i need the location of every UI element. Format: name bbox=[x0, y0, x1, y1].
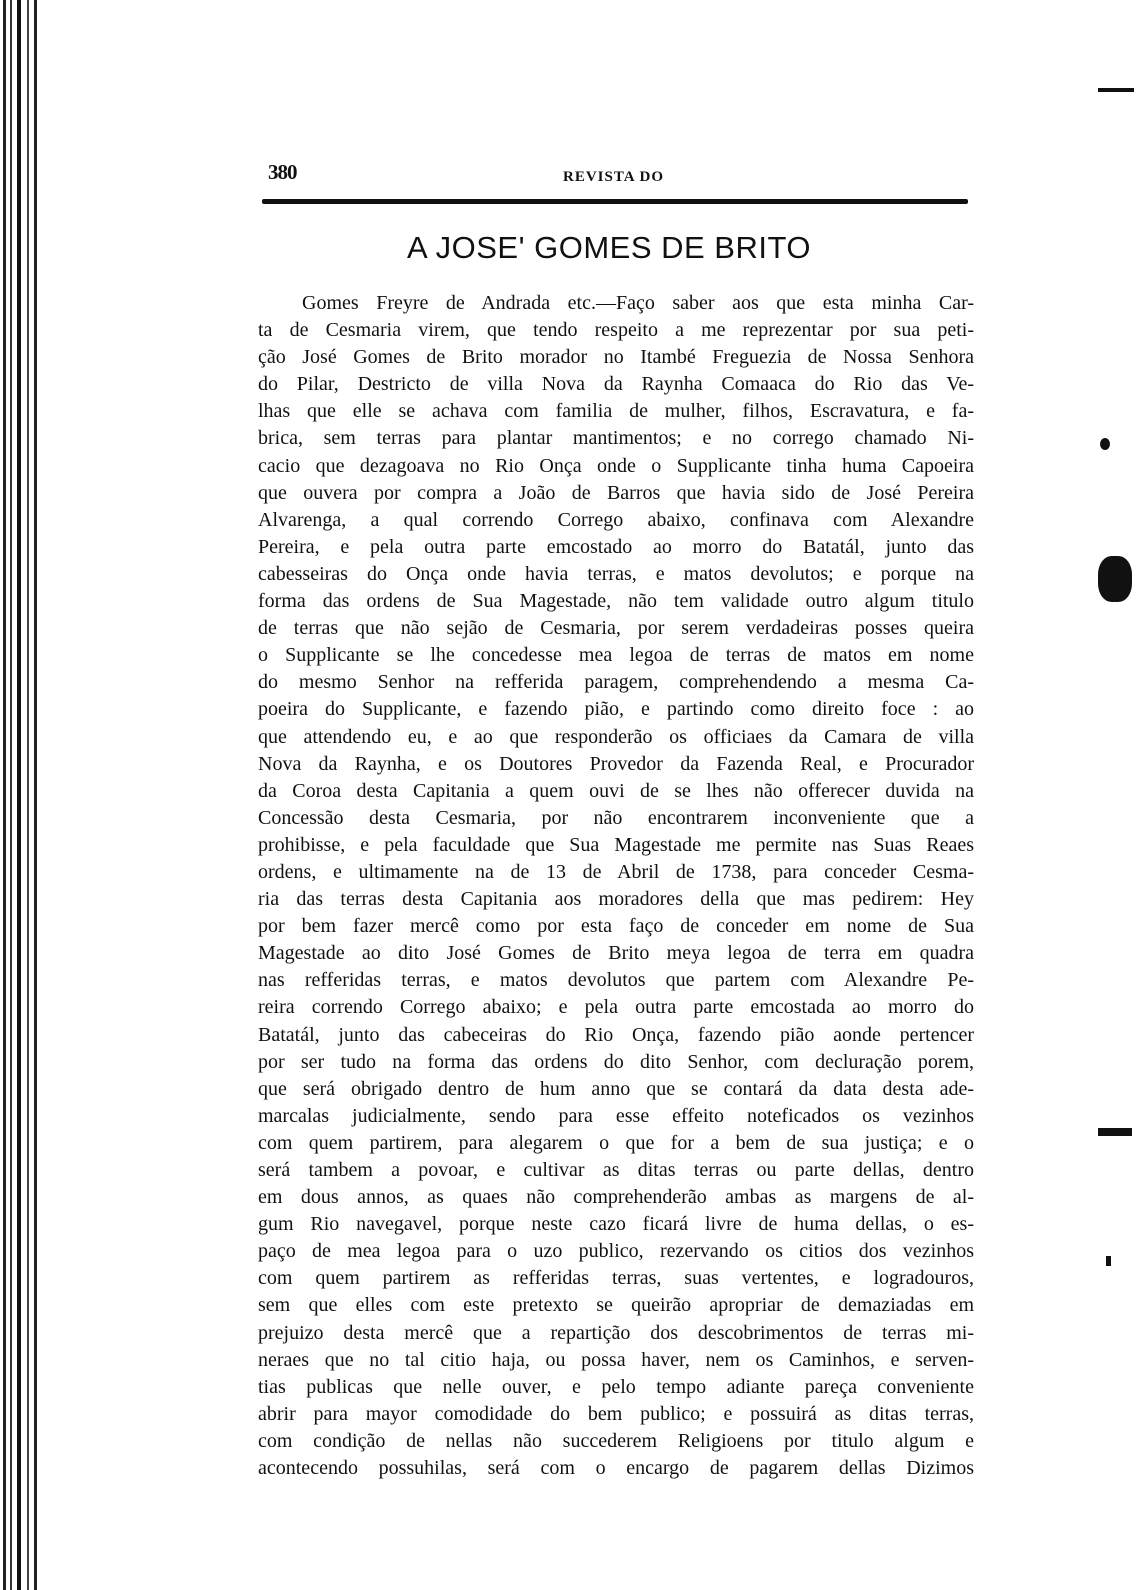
text-line: em dous annos, as quaes não comprehenderão ambas as margens de al- bbox=[258, 1186, 974, 1209]
text-line: abrir para mayor comodidade do bem publico; e possuirá as ditas terras, bbox=[258, 1402, 974, 1425]
text-line: sem que elles com este pretexto se queirão apropriar de demaziadas em bbox=[258, 1294, 974, 1317]
text-line: marcalas judicialmente, sendo para esse effeito noteficados os vezinhos bbox=[258, 1104, 974, 1127]
body-text bbox=[258, 290, 974, 1482]
text-line: lhas que elle se achava com familia de mulher, filhos, Escravatura, e fa- bbox=[258, 400, 974, 423]
text-line: por bem fazer mercê como por esta faço de conceder em nome de Sua bbox=[258, 915, 974, 938]
page-header bbox=[268, 160, 968, 190]
text-line: forma das ordens de Sua Magestade, não tem validade outro algum titulo bbox=[258, 590, 974, 613]
text-line: ria das terras desta Capitania aos moradores della que mas pedirem: Hey bbox=[258, 888, 974, 911]
text-line: prejuizo desta mercê que a repartição dos descobrimentos de terras mi- bbox=[258, 1321, 974, 1344]
text-line: neraes que no tal citio haja, ou possa haver, nem os Caminhos, e serven- bbox=[258, 1348, 974, 1371]
text-line: paço de mea legoa para o uzo publico, rezervando os citios dos vezinhos bbox=[258, 1240, 974, 1263]
text-line: Magestade ao dito José Gomes de Brito meya legoa de terra em quadra bbox=[258, 942, 974, 965]
text-line: acontecendo possuhilas, será com o encargo de pagarem dellas Dizimos bbox=[258, 1457, 974, 1480]
section-title: A JOSE' GOMES DE BRITO bbox=[407, 230, 811, 265]
header-rule bbox=[262, 199, 968, 204]
text-line: por ser tudo na forma das ordens do dito Senhor, com decluração porem, bbox=[258, 1050, 974, 1073]
ink-mark bbox=[1098, 556, 1132, 602]
text-line: do mesmo Senhor na refferida paragem, comprehendendo a mesma Ca- bbox=[258, 671, 974, 694]
ink-mark bbox=[1098, 88, 1134, 92]
text-line: será tambem a povoar, e cultivar as ditas terras ou parte dellas, dentro bbox=[258, 1159, 974, 1181]
ink-mark bbox=[1106, 1256, 1111, 1266]
text-line: brica, sem terras para plantar mantimentos; e no corrego chamado Ni- bbox=[258, 427, 974, 450]
text-line: que ouvera por compra a João de Barros que havia sido de José Pereira bbox=[258, 481, 974, 504]
text-line: poeira do Supplicante, e fazendo pião, e partindo como direito foce : ao bbox=[258, 698, 974, 721]
text-line: ção José Gomes de Brito morador no Itambé Freguezia de Nossa Senhora bbox=[258, 346, 974, 369]
text-line: com condição de nellas não succederem Religioens por titulo algum e bbox=[258, 1429, 974, 1452]
text-line: cabesseiras do Onça onde havia terras, e matos devolutos; e porque na bbox=[258, 562, 974, 585]
text-line: reira correndo Corrego abaixo; e pela outra parte emcostada ao morro do bbox=[258, 996, 974, 1019]
text-line: com quem partirem as refferidas terras, suas vertentes, e logradouros, bbox=[258, 1267, 974, 1290]
text-line: Gomes Freyre de Andrada etc.—Faço saber aos que esta minha Car- bbox=[302, 292, 974, 314]
running-head: REVISTA DO bbox=[563, 169, 664, 185]
text-line: gum Rio navegavel, porque neste cazo ficará livre de huma dellas, o es- bbox=[258, 1213, 974, 1236]
text-line: ta de Cesmaria virem, que tendo respeito a me reprezentar por sua peti- bbox=[258, 319, 974, 342]
text-line: da Coroa desta Capitania a quem ouvi de se lhes não offerecer duvida na bbox=[258, 779, 974, 802]
text-line: Concessão desta Cesmaria, por não encontrarem inconveniente que a bbox=[258, 806, 974, 829]
text-line: cacio que dezagoava no Rio Onça onde o Supplicante tinha huma Capoeira bbox=[258, 454, 974, 477]
text-line: Nova da Raynha, e os Doutores Provedor da Fazenda Real, e Procurador bbox=[258, 752, 974, 775]
text-line: de terras que não sejão de Cesmaria, por serem verdadeiras posses queira bbox=[258, 617, 974, 640]
text-line: com quem partirem, para alegarem o que for a bem de sua justiça; e o bbox=[258, 1131, 974, 1154]
text-line: Batatál, junto das cabeceiras do Rio Onça, fazendo pião aonde pertencer bbox=[258, 1023, 974, 1046]
ink-mark bbox=[1100, 438, 1110, 450]
text-line: que será obrigado dentro de hum anno que se contará da data desta ade- bbox=[258, 1077, 974, 1100]
text-line: prohibisse, e pela faculdade que Sua Magestade me permite nas Suas Reaes bbox=[258, 833, 974, 856]
page-number: 380 bbox=[268, 160, 297, 184]
text-line: Alvarenga, a qual correndo Corrego abaixo, confinava com Alexandre bbox=[258, 508, 974, 531]
text-line: o Supplicante se lhe concedesse mea legoa de terras de matos em nome bbox=[258, 644, 974, 667]
text-line: ordens, e ultimamente na de 13 de Abril de 1738, para conceder Cesma- bbox=[258, 860, 974, 883]
text-line: nas refferidas terras, e matos devolutos que partem com Alexandre Pe- bbox=[258, 969, 974, 992]
ink-mark bbox=[1098, 1128, 1132, 1136]
text-line: do Pilar, Destricto de villa Nova da Raynha Comaaca do Rio das Ve- bbox=[258, 373, 974, 396]
text-line: que attendendo eu, e ao que responderão os officiaes da Camara de villa bbox=[258, 725, 974, 748]
text-line: tias publicas que nelle ouver, e pelo tempo adiante pareça conveniente bbox=[258, 1375, 974, 1398]
text-line: Pereira, e pela outra parte emcostado ao morro do Batatál, junto das bbox=[258, 535, 974, 558]
